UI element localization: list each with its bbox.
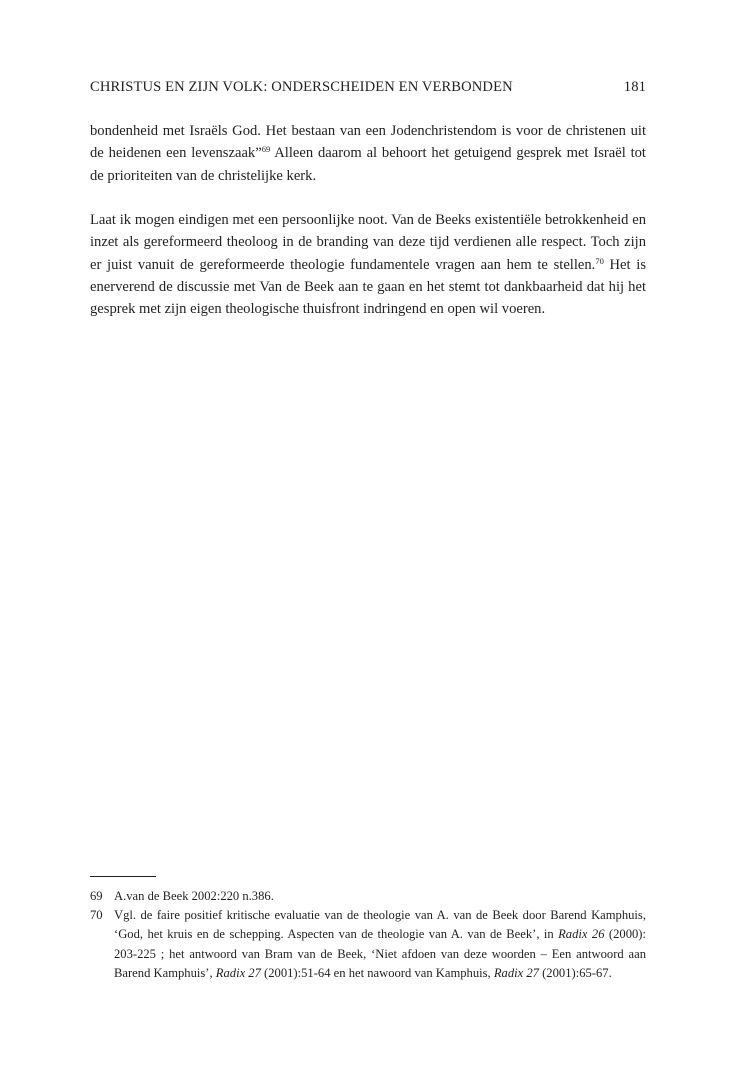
journal-title: Radix 27 [493, 965, 539, 980]
footnote-separator [90, 876, 156, 877]
body-text [90, 120, 646, 321]
footnote-ref-70: 70 [595, 255, 604, 266]
running-head [90, 78, 646, 96]
paragraph-2-text-b: Het is enerverend de discussie met Van de Beek aan te gaan en het stemt tot dankbaarheid dat hij het gesprek met zijn eigen theologische thuisfront indringend en open wil voeren. [90, 256, 647, 318]
paragraph-1 [90, 120, 646, 187]
footnote-text-part-1: Vgl. de faire positief kritische evaluatie van de theologie van A. van de Beek door Barend Kamphuis, ‘God, het kruis en de schepping. Aspecten van de theologie van A. van de Beek’, in [114, 908, 646, 942]
paragraph-2-text-a: Laat ik mogen eindigen met een persoonlijke noot. Van de Beeks existentiële betrokkenheid en inzet als gereformeerd theoloog in de branding van deze tijd verdienen alle respect. Toch zijn er juist vanuit de gereformeerde theologie fundamentele vragen aan hem te stellen. [90, 212, 646, 273]
paragraph-1-text-a: bondenheid met Israëls God. Het bestaan van een Jodenchristendom is voor de christenen uit de heidenen een levenszaak” [90, 123, 646, 162]
footnotes [90, 887, 646, 983]
footnote-69 [90, 887, 646, 906]
footnote-text-part-2: (2000): 203-225 ; het antwoord van Bram van de Beek, ‘Niet afdoen van deze woorden – Een antwoord aan Barend Kamphuis’, [114, 927, 646, 980]
footnote-text-part-4: (2001):65-67. [538, 965, 612, 980]
page [90, 0, 646, 1068]
footnote-text: A.van de Beek 2002:220 n.386. [114, 889, 274, 903]
paragraph-1-text-b: Alleen daarom al behoort het getuigend gesprek met Israël tot de prioriteiten van de christelijke kerk. [90, 145, 646, 184]
journal-title: Radix 26 [558, 927, 605, 942]
paragraph-2 [90, 209, 646, 320]
running-head-title: CHRISTUS EN ZIJN VOLK: ONDERSCHEIDEN EN VERBONDEN [90, 79, 513, 95]
footnote-number: 69 [90, 889, 103, 903]
footnote-70 [90, 906, 646, 983]
footnote-ref-69: 69 [261, 144, 271, 155]
footnote-number: 70 [90, 908, 103, 923]
journal-title: Radix 27 [215, 965, 261, 980]
footnote-text-part-3: (2001):51-64 en het nawoord van Kamphuis, [260, 965, 494, 980]
page-number: 181 [623, 79, 646, 95]
